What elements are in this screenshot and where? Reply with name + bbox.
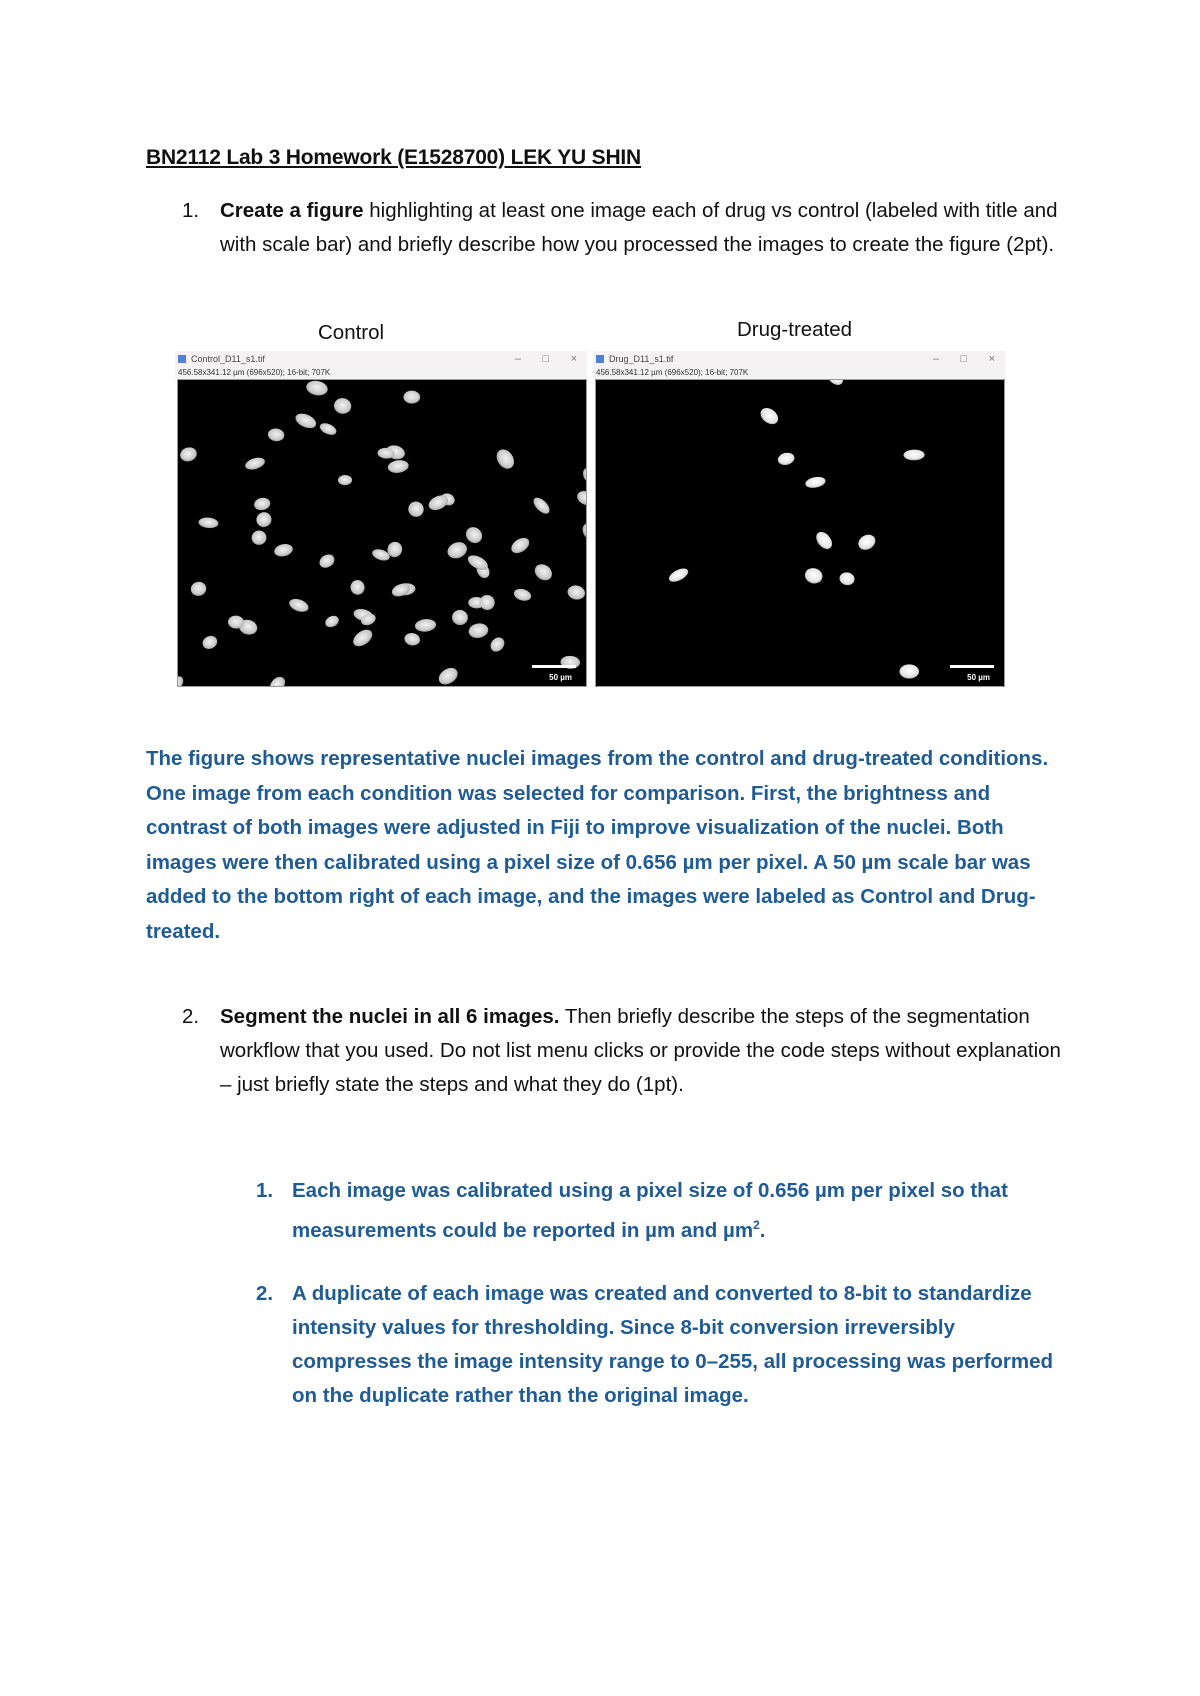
nucleus [451,609,469,626]
nucleus [350,626,375,649]
drug-scale-bar [950,665,994,668]
nucleus [403,632,421,647]
nucleus [813,529,835,552]
nucleus [477,592,498,613]
drug-nuclei-image [595,379,1005,687]
question-1-number: 1. [182,199,200,222]
drug-nuclei-svg [596,380,1004,686]
step-2 [256,1277,1056,1413]
nucleus [512,587,532,603]
nucleus [463,524,486,547]
control-scale-bar [532,665,576,668]
nucleus [338,475,353,486]
nucleus [250,529,267,546]
question-2-bold: Segment the nuclei in all 6 images. [220,1005,560,1028]
control-window-title: Control_D11_s1.tif [191,354,265,364]
control-window-titlebar [175,351,587,367]
nucleus [667,566,690,585]
nucleus [333,397,353,415]
question-1-bold: Create a figure [220,199,364,222]
nucleus [579,519,586,545]
nucleus [575,488,586,507]
nucleus [566,584,586,601]
minimize-icon[interactable]: – [514,353,521,365]
close-icon[interactable]: × [988,353,995,365]
step-1-number: 1. [256,1179,274,1202]
nucleus [580,465,586,486]
question-1 [182,194,1062,262]
nucleus [903,449,924,460]
nucleus [293,411,318,431]
nucleus [198,517,219,529]
nucleus [445,539,469,561]
nucleus [804,475,826,489]
drug-window-title: Drug_D11_s1.tif [609,354,674,364]
nucleus [349,579,366,597]
nucleus [287,596,310,614]
control-caption: Control [318,321,385,344]
step-2-number: 2. [256,1282,274,1305]
maximize-icon[interactable]: □ [542,353,549,365]
nucleus [536,380,561,382]
nucleus [777,451,796,466]
nucleus [856,532,879,553]
nucleus [200,634,219,652]
nucleus [267,674,288,686]
nucleus [405,498,427,520]
nucleus [803,566,824,585]
nucleus [403,391,420,404]
nucleus [414,618,436,633]
nucleus [253,496,271,511]
nucleus [488,635,507,655]
control-scale-label: 50 µm [549,673,572,682]
nucleus [825,380,846,388]
nucleus [189,580,207,597]
nucleus [178,445,198,463]
nucleus [532,561,556,584]
question-2-number: 2. [182,1005,200,1028]
nucleus [387,459,410,474]
nucleus [267,427,285,442]
drug-caption: Drug-treated [737,318,853,341]
control-nuclei-image [177,379,587,687]
step-1 [256,1174,1056,1248]
nucleus [757,405,781,428]
step-1-text: Each image was calibrated using a pixel size of 0.656 µm per pixel so that measurements could be reported in µm and µm [292,1179,1008,1242]
control-image-window [175,351,587,687]
step-2-text: A duplicate of each image was created and converted to 8-bit to standardize intensity values for thresholding. Since 8-bit conversion irreversibly compresses the image intensity range to 0–255, all processing was performed on the duplicate rather than the original image. [292,1282,1054,1407]
answer-1-paragraph: The figure shows representative nuclei images from the control and drug-treated conditions. One image from each condition was selected for comparison. First, the brightness and contrast of both images were adjusted in Fiji to improve visualization of the nuclei. Both images were then calibrated using a pixel size of 0.656 µm per pixel. A 50 µm scale bar was added to the bottom right of each image, and the images were labeled as Control and Drug-treated. [146,747,1049,943]
control-image-info: 456.58x341.12 µm (696x520); 16-bit; 707K [175,367,587,379]
nucleus [244,456,267,472]
nucleus [178,674,186,686]
drug-scale-label: 50 µm [967,673,990,682]
imagej-icon [596,355,604,363]
nucleus [899,664,919,678]
minimize-icon[interactable]: – [932,353,939,365]
drug-image-info: 456.58x341.12 µm (696x520); 16-bit; 707K [593,367,1005,379]
question-2 [182,1000,1062,1102]
drug-window-titlebar [593,351,1005,367]
control-nuclei-svg [178,380,586,686]
page-title: BN2112 Lab 3 Homework (E1528700) LEK YU SHIN [146,146,642,169]
imagej-icon [178,355,186,363]
nucleus [508,535,532,557]
nucleus [531,495,553,517]
nucleus [317,552,337,571]
question-2-text: Then briefly describe the steps of the segmentation workflow that you used. Do not list menu clicks or provide the code steps without explanation – just briefly state the steps and what they do (1pt). [220,1005,1061,1096]
nucleus [273,542,294,558]
nucleus [318,421,338,437]
question-1-text: highlighting at least one image each of drug vs control (labeled with title and with scale bar) and briefly describe how you processed the images to create the figure (2pt). [220,199,1058,256]
nucleus [838,571,855,586]
close-icon[interactable]: × [570,353,577,365]
nucleus [323,613,341,629]
nucleus [467,622,489,640]
nucleus [585,549,586,567]
maximize-icon[interactable]: □ [960,353,967,365]
nucleus [493,446,518,472]
nucleus [436,664,461,686]
step-1-tail: . [759,1218,766,1242]
drug-image-window [593,351,1005,687]
step-1-superscript: 2 [753,1218,760,1232]
nucleus [305,380,329,397]
nucleus [254,509,275,529]
